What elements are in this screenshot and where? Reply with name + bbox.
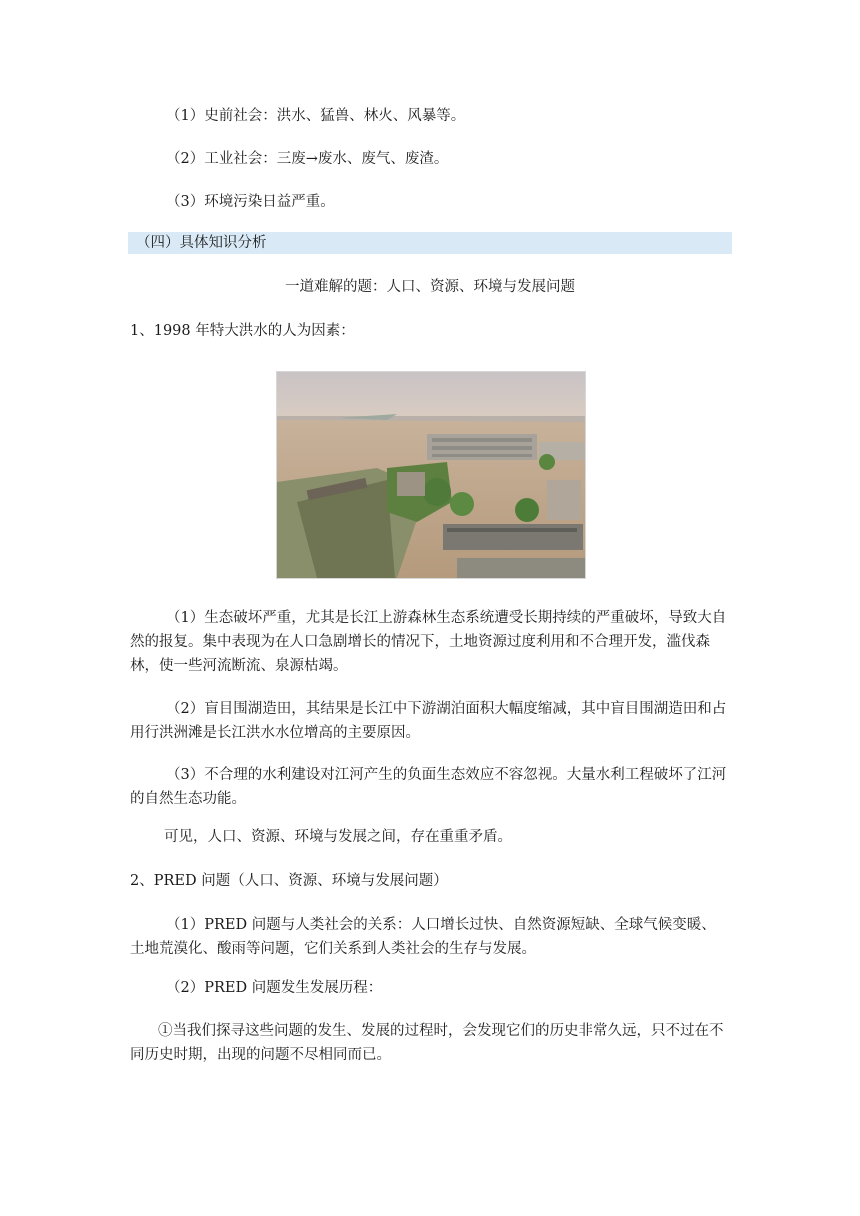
flood-photo-icon (277, 372, 585, 578)
item2-title: 2、PRED 问题（人口、资源、环境与发展问题） (130, 873, 448, 889)
reclamation-paragraph: （2）盲目围湖造田，其结果是长江中下游湖泊面积大幅度缩减，其中盲目围湖造田和占用行洪洲滩是长江洪水水位增高的主要原因。 (130, 701, 727, 741)
pred-history-paragraph: ①当我们探寻这些问题的发生、发展的过程时，会发现它们的历史非常久远，只不过在不同历史时期，出现的问题不尽相同而已。 (130, 1023, 724, 1063)
ecology-paragraph: （1）生态破坏严重，尤其是长江上游森林生态系统遭受长期持续的严重破坏，导致大自然的报复。集中表现为在人口急剧增长的情况下，土地资源过度利用和不合理开发，滥伐森林，使一些河流断流、泉源枯竭。 (130, 610, 727, 674)
prehistoric-line: （1）史前社会：洪水、猛兽、林火、风暴等。 (166, 108, 466, 124)
pollution-line: （3）环境污染日益严重。 (166, 194, 335, 210)
section-heading: （四）具体知识分析 (136, 235, 267, 251)
pred-history-line: （2）PRED 问题发生发展历程： (166, 980, 383, 996)
center-title: 一道难解的题：人口、资源、环境与发展问题 (285, 279, 575, 295)
water-project-paragraph: （3）不合理的水利建设对江河产生的负面生态效应不容忽视。大量水利工程破坏了江河的自然生态功能。 (130, 767, 727, 807)
section-heading-bar (128, 232, 732, 254)
conclusion-line: 可见，人口、资源、环境与发展之间，存在重重矛盾。 (164, 829, 512, 845)
pred-relation-paragraph: （1）PRED 问题与人类社会的关系：人口增长过快、自然资源短缺、全球气候变暖、土地荒漠化、酸雨等问题，它们关系到人类社会的生存与发展。 (130, 917, 716, 957)
industrial-line: （2）工业社会：三废→废水、废气、废渣。 (166, 151, 449, 167)
item1-title: 1、1998 年特大洪水的人为因素： (130, 323, 355, 339)
flood-photo (276, 371, 586, 579)
